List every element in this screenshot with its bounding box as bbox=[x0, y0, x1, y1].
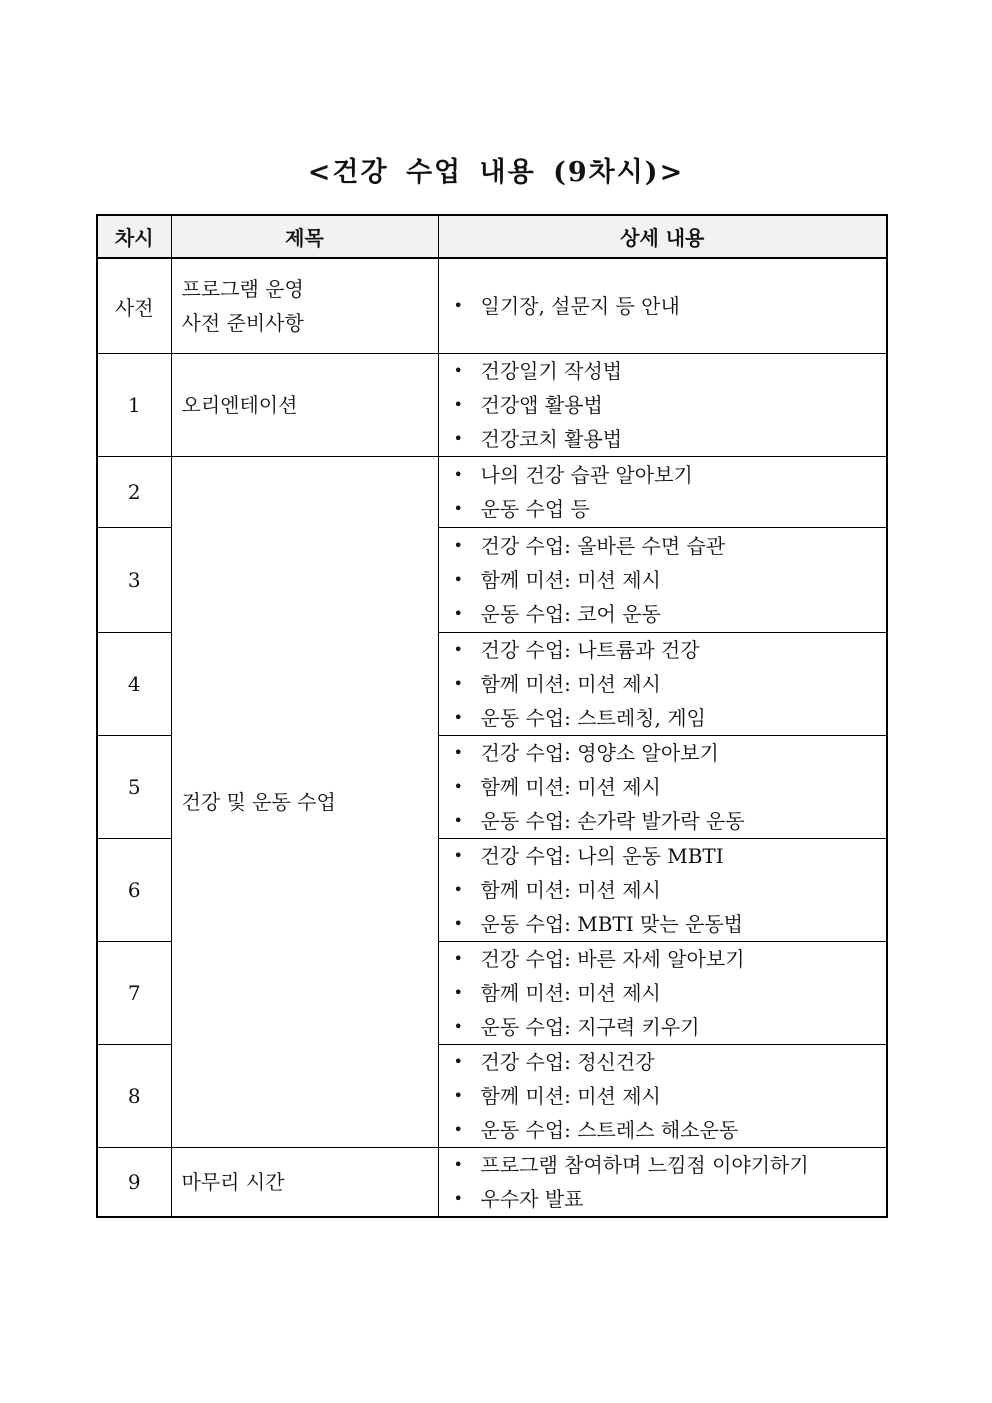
details-cell bbox=[438, 354, 887, 457]
details-cell bbox=[438, 736, 887, 839]
list-item: • 건강 수업: 나의 운동 MBTI bbox=[449, 839, 887, 873]
bullet-icon: • bbox=[453, 570, 463, 589]
header-session: 차시 bbox=[97, 215, 171, 258]
bullet-icon: • bbox=[453, 1086, 463, 1105]
header-title: 제목 bbox=[171, 215, 438, 258]
table-header-row bbox=[97, 215, 887, 258]
list-item: • 운동 수업: 지구력 키우기 bbox=[449, 1010, 887, 1044]
session-cell: 9 bbox=[97, 1148, 171, 1218]
list-item: • 일기장, 설문지 등 안내 bbox=[449, 289, 887, 323]
table-row bbox=[97, 457, 887, 528]
list-item: • 프로그램 참여하며 느낌점 이야기하기 bbox=[449, 1148, 887, 1182]
title-line: 오리엔테이션 bbox=[181, 393, 298, 417]
session-cell: 2 bbox=[97, 457, 171, 528]
session-cell: 6 bbox=[97, 839, 171, 942]
schedule-table bbox=[96, 214, 888, 1218]
title-line: 마무리 시간 bbox=[181, 1170, 285, 1194]
details-cell bbox=[438, 942, 887, 1045]
bullet-icon: • bbox=[453, 949, 463, 968]
details-cell bbox=[438, 839, 887, 942]
list-item: • 건강 수업: 바른 자세 알아보기 bbox=[449, 942, 887, 976]
session-cell: 7 bbox=[97, 942, 171, 1045]
bullet-icon: • bbox=[453, 604, 463, 623]
list-item: • 함께 미션: 미션 제시 bbox=[449, 1079, 887, 1113]
title-line: 사전 준비사항 bbox=[181, 311, 304, 335]
bullet-icon: • bbox=[453, 640, 463, 659]
bullet-icon: • bbox=[453, 777, 463, 796]
table-row bbox=[97, 354, 887, 457]
list-item: • 건강 수업: 올바른 수면 습관 bbox=[449, 529, 887, 563]
list-item: • 건강일기 작성법 bbox=[449, 354, 887, 388]
session-cell: 4 bbox=[97, 633, 171, 736]
list-item: • 함께 미션: 미션 제시 bbox=[449, 667, 887, 701]
bullet-icon: • bbox=[453, 1017, 463, 1036]
bullet-icon: • bbox=[453, 1052, 463, 1071]
bullet-icon: • bbox=[453, 1120, 463, 1139]
bullet-icon: • bbox=[453, 708, 463, 727]
session-cell: 5 bbox=[97, 736, 171, 839]
details-cell bbox=[438, 457, 887, 528]
session-cell: 3 bbox=[97, 528, 171, 633]
page-title: <건강 수업 내용 (9차시)> bbox=[307, 157, 685, 188]
list-item: • 운동 수업: 손가락 발가락 운동 bbox=[449, 804, 887, 838]
bullet-icon: • bbox=[453, 983, 463, 1002]
bullet-icon: • bbox=[453, 429, 463, 448]
title-line: 프로그램 운영 bbox=[181, 277, 304, 301]
header-details: 상세 내용 bbox=[438, 215, 887, 258]
list-item: • 건강코치 활용법 bbox=[449, 422, 887, 456]
bullet-icon: • bbox=[453, 846, 463, 865]
title-cell bbox=[171, 258, 438, 354]
bullet-icon: • bbox=[453, 1155, 463, 1174]
bullet-icon: • bbox=[453, 1189, 463, 1208]
bullet-icon: • bbox=[453, 536, 463, 555]
list-item: • 함께 미션: 미션 제시 bbox=[449, 563, 887, 597]
list-item: • 건강 수업: 나트륨과 건강 bbox=[449, 633, 887, 667]
details-cell bbox=[438, 528, 887, 633]
list-item: • 함께 미션: 미션 제시 bbox=[449, 976, 887, 1010]
title-cell bbox=[171, 1148, 438, 1218]
bullet-icon: • bbox=[453, 914, 463, 933]
bullet-icon: • bbox=[453, 743, 463, 762]
details-cell bbox=[438, 1045, 887, 1148]
bullet-icon: • bbox=[453, 395, 463, 414]
bullet-icon: • bbox=[453, 499, 463, 518]
list-item: • 운동 수업: 스트레칭, 게임 bbox=[449, 701, 887, 735]
list-item: • 우수자 발표 bbox=[449, 1182, 887, 1216]
bullet-icon: • bbox=[453, 880, 463, 899]
list-item: • 건강앱 활용법 bbox=[449, 388, 887, 422]
list-item: • 건강 수업: 영양소 알아보기 bbox=[449, 736, 887, 770]
list-item: • 건강 수업: 정신건강 bbox=[449, 1045, 887, 1079]
details-cell bbox=[438, 258, 887, 354]
session-cell: 1 bbox=[97, 354, 171, 457]
table-row bbox=[97, 258, 887, 354]
list-item: • 운동 수업 등 bbox=[449, 492, 887, 526]
merged-title-cell: 건강 및 운동 수업 bbox=[171, 457, 438, 1148]
list-item: • 함께 미션: 미션 제시 bbox=[449, 873, 887, 907]
list-item: • 운동 수업: MBTI 맞는 운동법 bbox=[449, 907, 887, 941]
details-cell bbox=[438, 1148, 887, 1218]
session-cell: 사전 bbox=[97, 258, 171, 354]
bullet-icon: • bbox=[453, 296, 463, 315]
session-cell: 8 bbox=[97, 1045, 171, 1148]
details-cell bbox=[438, 633, 887, 736]
table-row bbox=[97, 1148, 887, 1218]
bullet-icon: • bbox=[453, 674, 463, 693]
list-item: • 운동 수업: 코어 운동 bbox=[449, 597, 887, 631]
list-item: • 함께 미션: 미션 제시 bbox=[449, 770, 887, 804]
list-item: • 운동 수업: 스트레스 해소운동 bbox=[449, 1113, 887, 1147]
list-item: • 나의 건강 습관 알아보기 bbox=[449, 458, 887, 492]
bullet-icon: • bbox=[453, 465, 463, 484]
bullet-icon: • bbox=[453, 361, 463, 380]
title-cell bbox=[171, 354, 438, 457]
bullet-icon: • bbox=[453, 811, 463, 830]
